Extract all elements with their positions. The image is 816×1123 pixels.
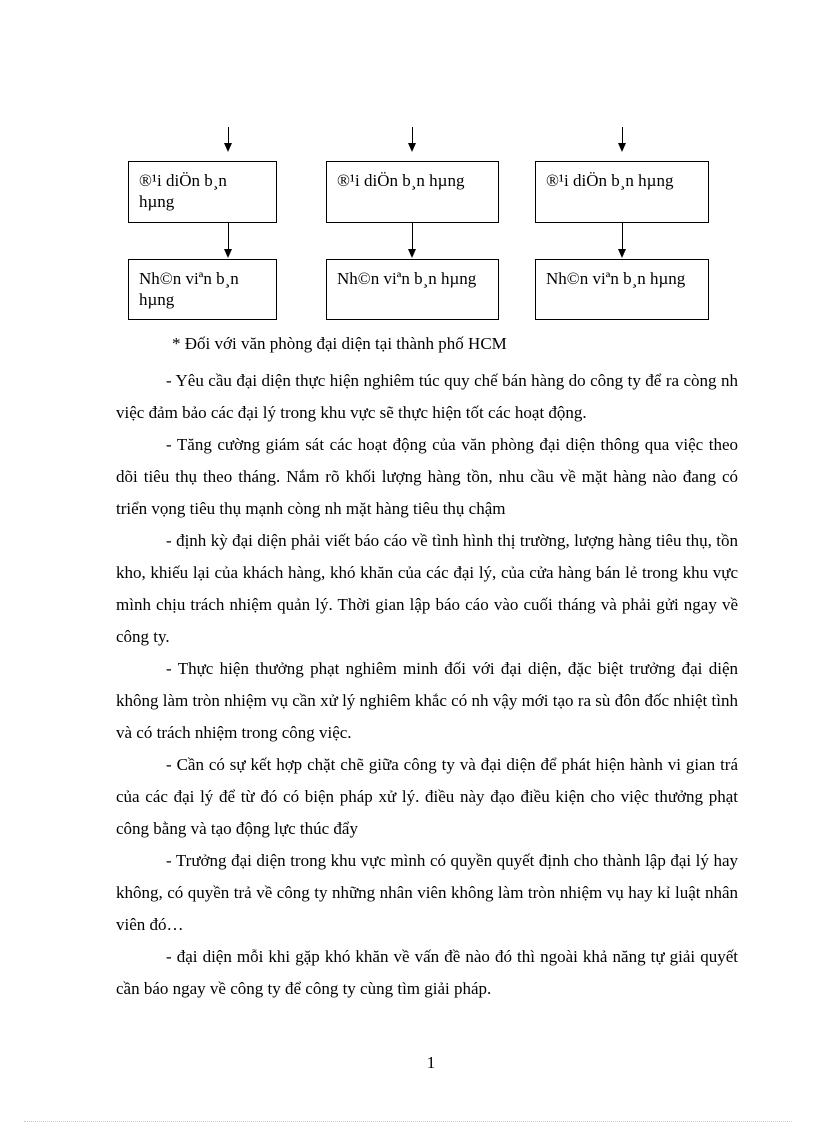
box-label: ®¹i diÖn b¸n hµng	[337, 171, 465, 190]
sales-staff-box	[326, 259, 499, 320]
paragraph: - Tăng cường giám sát các hoạt động của văn phòng đại diện thông qua việc theo dõi tiêu thụ theo tháng. Nắm rõ khối lượng hàng tồn, nhu cầu về mặt hàng nào đang có triển vọng tiêu thụ mạnh còng nh mặt hàng tiêu thụ chậm	[116, 435, 738, 518]
box-label: ®¹i diÖn b¸n hµng	[546, 171, 674, 190]
document-body	[116, 333, 738, 1005]
arrow-head-icon	[618, 143, 626, 152]
box-label: Nh©n viªn b¸n hµng	[337, 269, 477, 288]
arrow-head-icon	[618, 249, 626, 258]
box-label: ®¹i diÖn b¸n hµng	[139, 171, 227, 211]
page-number: 1	[426, 1053, 436, 1072]
section-heading: * Đối với văn phòng đại diện tại thành phố HCM	[172, 334, 507, 353]
box-label: Nh©n viªn b¸n hµng	[546, 269, 686, 288]
org-diagram	[0, 0, 816, 330]
arrow-down-icon	[228, 127, 229, 144]
sales-staff-box	[128, 259, 277, 320]
sales-representative-box	[128, 161, 277, 223]
paragraph: - Cần có sự kết hợp chặt chẽ giữa công ty và đại diện để phát hiện hành vi gian trá của các đại lý để từ đó có biện pháp xử lý. điều này đạo điều kiện cho việc thưởng phạt công bằng và tạo động lực thúc đẩy	[116, 755, 738, 838]
arrow-head-icon	[224, 143, 232, 152]
paragraph: - định kỳ đại diện phải viết báo cáo về tình hình thị trường, lượng hàng tiêu thụ, tồn kho, khiếu lại của khách hàng, khó khăn của các đại lý, của cửa hàng bán lẻ trong khu vực mình chịu trách nhiệm quản lý. Thời gian lập báo cáo vào cuối tháng và phải gửi ngay về công ty.	[116, 531, 738, 646]
sales-staff-box	[535, 259, 709, 320]
paragraph: - Trưởng đại diện trong khu vực mình có quyền quyết định cho thành lập đại lý hay không, có quyền trả về công ty những nhân viên không làm tròn nhiệm vụ hay kỉ luật nhân viên đó…	[116, 851, 738, 934]
arrow-down-icon	[228, 223, 229, 250]
sales-representative-box	[535, 161, 709, 223]
arrow-down-icon	[622, 223, 623, 250]
page-bottom-rule	[24, 1121, 792, 1122]
paragraph: - đại diện mỗi khi gặp khó khăn về vấn đề nào đó thì ngoài khả năng tự giải quyết cần báo ngay về công ty để công ty cùng tìm giải pháp.	[116, 947, 738, 998]
arrow-down-icon	[412, 223, 413, 250]
arrow-head-icon	[408, 143, 416, 152]
arrow-head-icon	[224, 249, 232, 258]
paragraph: - Thực hiện thưởng phạt nghiêm minh đối với đại diện, đặc biệt trưởng đại diện không làm tròn nhiệm vụ cần xử lý nghiêm khắc có nh vậy mới tạo ra sù đôn đốc nhiệt tình và có trách nhiệm trong công việc.	[116, 659, 738, 742]
arrow-down-icon	[622, 127, 623, 144]
box-label: Nh©n viªn b¸n hµng	[139, 269, 239, 309]
paragraph: - Yêu cầu đại diện thực hiện nghiêm túc quy chế bán hàng do công ty để ra còng nh việc đảm bảo các đại lý trong khu vực sẽ thực hiện tốt các hoạt động.	[116, 371, 738, 422]
arrow-head-icon	[408, 249, 416, 258]
arrow-down-icon	[412, 127, 413, 144]
sales-representative-box	[326, 161, 499, 223]
